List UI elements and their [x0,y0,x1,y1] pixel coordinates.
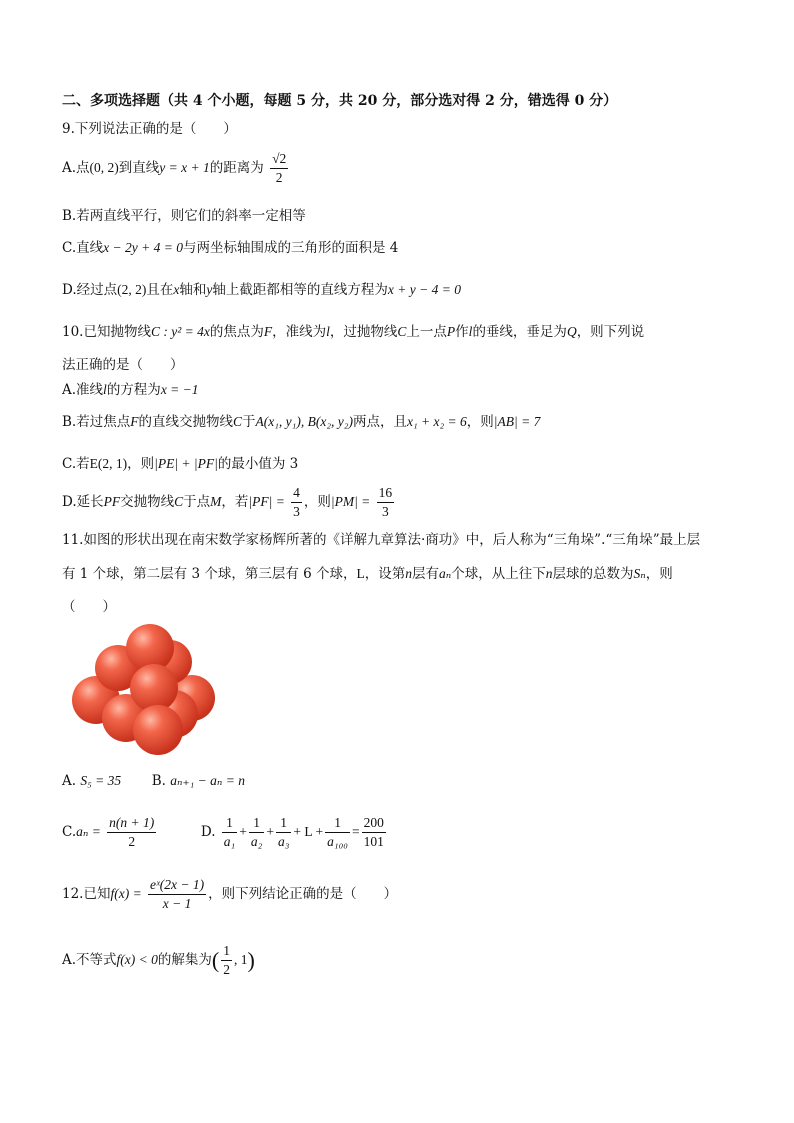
q11-d-frac-1: $\frac{1}{\text{a₁}}$ [223,815,236,849]
q10-stem-line1: 10.已知抛物线C : y² = 4x的焦点为F，准线为l，过抛物线C上一点P作l的垂线，垂足为Q，则下列说 [62,324,645,340]
ball [130,664,178,712]
q11-d-result: $\frac{200}{101}$ [363,815,384,849]
q12-stem: 12.已知f(x) = $\frac{\text{eˣ(2x − 1)}}{x - 1}$ ，则下列结论正确的是（ ） [62,877,398,911]
q9-option-b: B.若两直线平行，则它们的斜率一定相等 [62,208,306,224]
q12-a-interval-fraction: $\frac{1}{2}$ [223,943,230,977]
q9-option-a: A.点(0, 2)到直线y = x + 1的距离为 $\frac{√2}{2}$ [62,151,287,185]
triangular-stack-figure [70,618,218,758]
q11-stem-line3: （ ） [62,599,116,615]
q11-d-frac-2: $\frac{1}{\text{a₂}}$ [250,815,263,849]
q9-option-c: C.直线x − 2y + 4 = 0与两坐标轴围成的三角形的面积是 4 [62,240,399,256]
section-header: 二、多项选择题（共 4 个小题，每题 5 分，共 20 分，部分选对得 2 分，错选得 0 分） [62,93,618,109]
q12-function-fraction: $\frac{\text{eˣ(2x − 1)}}{x - 1}$ [150,877,205,911]
q10-option-d: D.延长PF交抛物线C于点M，若|PF| = $\frac{4}{3}$ ，则|PM| = $\frac{16}{3}$ [62,485,393,519]
ball [133,705,183,755]
q9-stem: 9.下列说法正确的是（ ） [62,121,237,137]
q10-d-fraction-1: $\frac{4}{3}$ [293,485,300,519]
q11-d-frac-100: $\frac{1}{\text{a₁₀₀}}$ [327,815,348,849]
q10-option-b: B.若过焦点F的直线交抛物线C于A(x₁, y₁), B(x₂, y₂)两点，且x₁ + x₂ = 6，则|AB| = 7 [62,414,541,430]
q11-d-frac-3: $\frac{1}{\text{a₃}}$ [277,815,290,849]
q11-c-fraction: $\frac{n(n + 1)}{2}$ [109,815,155,849]
q12-option-a: A.不等式f(x) < 0的解集为( $\frac{1}{2}$ , 1) [62,943,255,977]
q11-options-ab: A. S₅ = 35 B. aₙ₊₁ − aₙ = n [62,773,245,789]
q11-stem-line2: 有 1 个球，第二层有 3 个球，第三层有 6 个球，L，设第n层有aₙ个球，从上往下n层球的总数为Sₙ，则 [62,566,673,582]
q10-stem-line2: 法正确的是（ ） [62,357,184,373]
q11-options-cd: C.aₙ = $\frac{n(n + 1)}{2}$ D. $\frac{1}{\text{a₁}}$ + $\frac{1}{\text{a₂}}$ + $\frac{1}{\text{a₃}}$ + L + $\frac{1}{\text{a₁₀₀}}$ = $\frac{200}{101}$ [62,815,384,849]
q10-d-fraction-2: $\frac{16}{3}$ [378,485,393,519]
q10-option-a: A.准线l的方程为x = −1 [62,382,199,398]
q9-option-d: D.经过点(2, 2)且在x轴和y轴上截距都相等的直线方程为x + y − 4 = 0 [62,282,461,298]
q9-a-fraction: $\frac{√2}{2}$ [272,151,287,185]
q10-option-c: C.若E(2, 1)，则|PE| + |PF|的最小值为 3 [62,456,299,472]
q11-stem-line1: 11.如图的形状出现在南宋数学家杨辉所著的《详解九章算法·商功》中，后人称为“三角垛”.“三角垛”最上层 [62,532,701,548]
